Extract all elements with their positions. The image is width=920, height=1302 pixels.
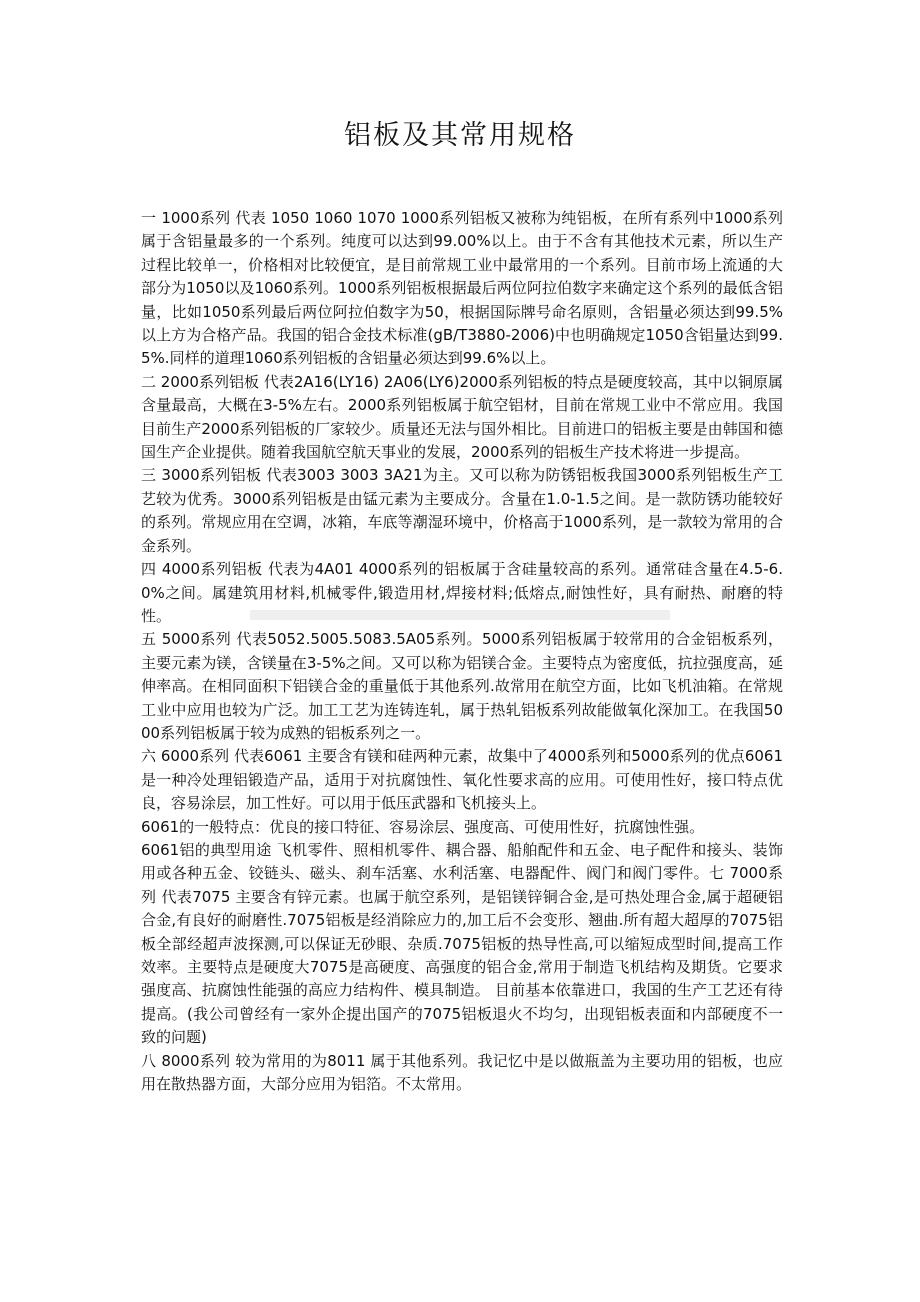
paragraph-6000-series: 六 6000系列 代表6061 主要含有镁和硅两种元素，故集中了4000系列和5000系列的优点6061是一种冷处理铝锻造产品，适用于对抗腐蚀性、氧化性要求高的应用。可使用性好，接口特点优良，容易涂层，加工性好。可以用于低压武器和飞机接头上。 — [141, 747, 783, 813]
paragraph-6061-features: 6061的一般特点：优良的接口特征、容易涂层、强度高、可使用性好，抗腐蚀性强。 — [141, 817, 705, 836]
document-title: 铝板及其常用规格 — [344, 120, 576, 151]
paragraph-2000-series: 二 2000系列铝板 代表2A16(LY16) 2A06(LY6)2000系列铝板的特点是硬度较高，其中以铜原属含量最高，大概在3-5%左右。2000系列铝板属于航空铝材，目前在常规工业中不常应用。我国目前生产2000系列铝板的厂家较少。质量还无法与国外相比。目前进口的铝板主要是由韩国和德国生产企业提供。随着我国航空航天事业的发展，2000系列的铝板生产技术将进一步提高。 — [141, 372, 783, 462]
paragraph-3000-series: 三 3000系列铝板 代表3003 3003 3A21为主。又可以称为防锈铝板我国3000系列铝板生产工艺较为优秀。3000系列铝板是由锰元素为主要成分。含量在1.0-1.5之间。是一款防锈功能较好的系列。常规应用在空调，冰箱，车底等潮湿环境中，价格高于1000系列，是一款较为常用的合金系列。 — [141, 466, 783, 555]
document-body — [141, 207, 783, 1096]
paragraph-6061-uses-and-7000-series: 6061铝的典型用途 飞机零件、照相机零件、耦合器、船舶配件和五金、电子配件和接头、装饰用或各种五金、铰链头、磁头、刹车活塞、水利活塞、电器配件、阀门和阀门零件。七 7000系列 代表7075 主要含有锌元素。也属于航空系列，是铝镁锌铜合金,是可热处理合金,属于超硬铝合金,有良好的耐磨性.7075铝板是经消除应力的,加工后不会变形、翘曲.所有超大超厚的7075铝板全部经超声波探测,可以保证无砂眼、杂质.7075铝板的热导性高,可以缩短成型时间,提高工作效率。主要特点是硬度大7075是高硬度、高强度的铝合金,常用于制造飞机结构及期货。它要求强度高、抗腐蚀性能强的高应力结构件、模具制造。 目前基本依靠进口，我国的生产工艺还有待提高。(我公司曾经有一家外企提出国产的7075铝板退火不均匀，出现铝板表面和内部硬度不一致的问题) — [141, 840, 783, 1047]
paragraph-1000-series: 一 1000系列 代表 1050 1060 1070 1000系列铝板又被称为纯铝板，在所有系列中1000系列属于含铝量最多的一个系列。纯度可以达到99.00%以上。由于不含有其他技术元素，所以生产过程比较单一，价格相对比较便宜，是目前常规工业中最常用的一个系列。目前市场上流通的大部分为1050以及1060系列。1000系列铝板根据最后两位阿拉伯数字来确定这个系列的最低含铝量，比如1050系列最后两位阿拉伯数字为50，根据国际牌号命名原则，含铝量必须达到99.5%以上方为合格产品。我国的铝合金技术标准(gB/T3880-2006)中也明确规定1050含铝量达到99.5%.同样的道理1060系列铝板的含铝量必须达到99.6%以上。 — [141, 209, 783, 368]
paragraph-5000-series: 五 5000系列 代表5052.5005.5083.5A05系列。5000系列铝板属于较常用的合金铝板系列，主要元素为镁，含镁量在3-5%之间。又可以称为铝镁合金。主要特点为密度低，抗拉强度高，延伸率高。在相同面积下铝镁合金的重量低于其他系列.故常用在航空方面，比如飞机油箱。在常规工业中应用也较为广泛。加工工艺为连铸连轧，属于热轧铝板系列故能做氧化深加工。在我国5000系列铝板属于较为成熟的铝板系列之一。 — [141, 630, 783, 742]
paragraph-8000-series: 八 8000系列 较为常用的为8011 属于其他系列。我记忆中是以做瓶盖为主要功用的铝板，也应用在散热器方面，大部分应用为铝箔。不太常用。 — [141, 1051, 783, 1094]
paragraph-4000-series: 四 4000系列铝板 代表为4A01 4000系列的铝板属于含硅量较高的系列。通常硅含量在4.5-6.0%之间。属建筑用材料,机械零件,锻造用材,焊接材料;低熔点,耐蚀性好，具有耐热、耐磨的特性。 — [141, 560, 783, 625]
